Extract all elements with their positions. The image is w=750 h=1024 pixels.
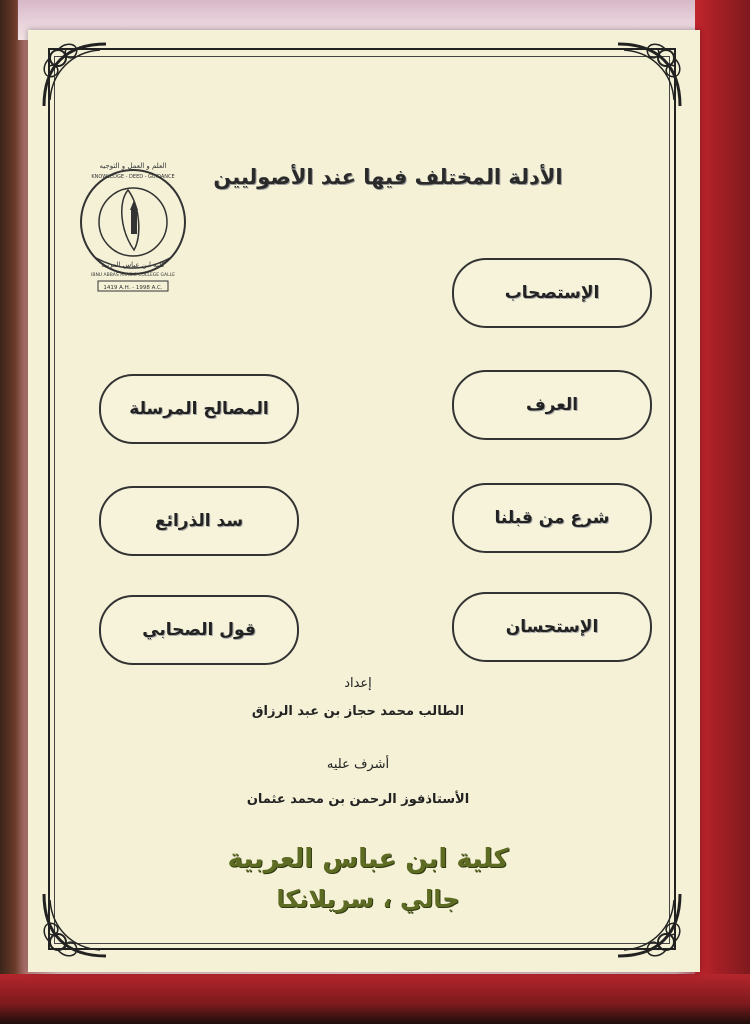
seal-name-ar: كلية ابن عباس العربية — [101, 261, 165, 269]
corner-ornament-icon — [36, 884, 116, 964]
college-name: كلية ابن عباس العربية — [227, 844, 509, 874]
topic-box: الإستحسان — [452, 592, 652, 662]
topic-box: سد الذرائع — [99, 486, 299, 556]
topic-box: قول الصحابي — [99, 595, 299, 665]
prepared-by: الطالب محمد حجاز بن عبد الرزاق — [251, 704, 465, 719]
supervised-label: أشرف عليه — [326, 757, 390, 772]
prepared-label: إعداد — [344, 676, 372, 691]
book-edge — [0, 974, 750, 1024]
seal-motto: KNOWLEDGE - DEED - GUIDANCE — [91, 174, 175, 180]
title-page — [28, 30, 700, 972]
document-title: الأدلة المختلف فيها عند الأصوليين — [213, 165, 563, 189]
corner-ornament-icon — [608, 36, 688, 116]
supervisor-name: الأستاذفوز الرحمن بن محمد عثمان — [246, 792, 470, 807]
topic-box: شرع من قبلنا — [452, 483, 652, 553]
seal-top-text: العلم و العمل و التوجيه — [99, 162, 167, 170]
college-location: جالي ، سريلانكا — [276, 885, 460, 913]
topic-box: المصالح المرسلة — [99, 374, 299, 444]
topic-box: الإستصحاب — [452, 258, 652, 328]
topic-box: العرف — [452, 370, 652, 440]
corner-ornament-icon — [608, 884, 688, 964]
book-spine — [695, 0, 750, 1024]
seal-name-en: IBNU ABBAS ARABIC COLLEGE GALLE — [91, 273, 175, 278]
corner-ornament-icon — [36, 36, 116, 116]
seal-year: 1419 A.H. - 1998 A.C. — [103, 285, 163, 291]
